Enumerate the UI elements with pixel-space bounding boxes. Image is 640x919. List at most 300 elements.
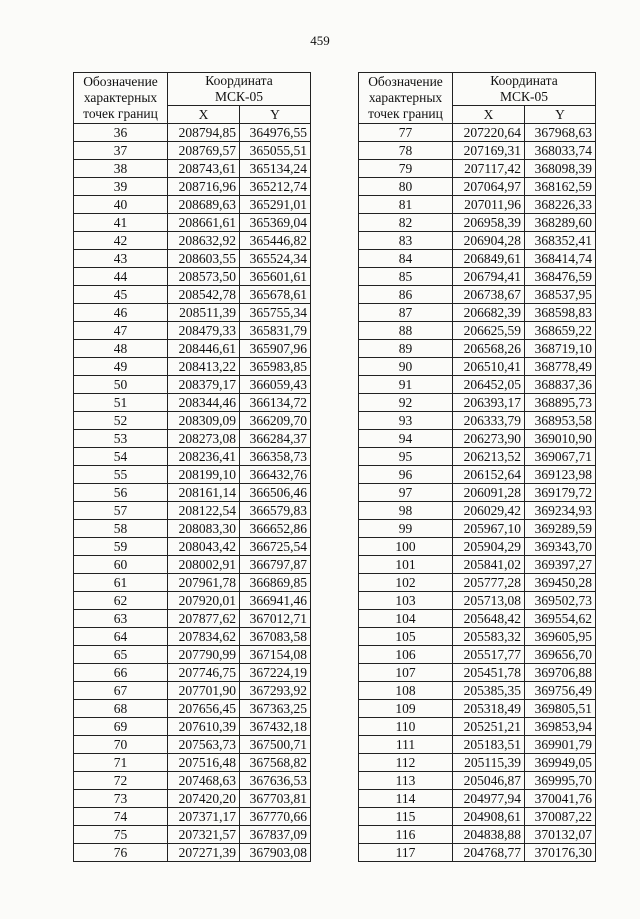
point-number-cell: 39 <box>74 178 168 196</box>
table-row <box>74 430 311 448</box>
x-coordinate-cell: 207961,78 <box>168 574 240 592</box>
point-number-cell: 85 <box>359 268 453 286</box>
point-number-cell: 36 <box>74 124 168 142</box>
x-coordinate-cell: 207011,96 <box>453 196 525 214</box>
y-coordinate-cell: 370087,22 <box>525 808 596 826</box>
designation-header <box>74 73 168 124</box>
x-coordinate-cell: 207790,99 <box>168 646 240 664</box>
table-row <box>359 574 596 592</box>
x-coordinate-cell: 206273,90 <box>453 430 525 448</box>
point-number-cell: 45 <box>74 286 168 304</box>
point-number-cell: 86 <box>359 286 453 304</box>
y-coordinate-cell: 369289,59 <box>525 520 596 538</box>
y-coordinate-cell: 366941,46 <box>240 592 311 610</box>
table-row <box>74 772 311 790</box>
coordinates-header-line: МСК-05 <box>500 89 549 104</box>
point-number-cell: 83 <box>359 232 453 250</box>
y-coordinate-cell: 367837,09 <box>240 826 311 844</box>
coordinates-header-line: Координата <box>205 73 273 88</box>
point-number-cell: 71 <box>74 754 168 772</box>
table-row <box>74 700 311 718</box>
x-coordinate-cell: 208199,10 <box>168 466 240 484</box>
table-row <box>74 574 311 592</box>
x-coordinate-cell: 204768,77 <box>453 844 525 862</box>
y-coordinate-cell: 367636,53 <box>240 772 311 790</box>
table-row <box>359 538 596 556</box>
table-row <box>359 430 596 448</box>
y-coordinate-cell: 369853,94 <box>525 718 596 736</box>
x-coordinate-cell: 206568,26 <box>453 340 525 358</box>
point-number-cell: 48 <box>74 340 168 358</box>
point-number-cell: 93 <box>359 412 453 430</box>
y-coordinate-cell: 369179,72 <box>525 484 596 502</box>
point-number-cell: 66 <box>74 664 168 682</box>
designation-header-line: Обозначение <box>368 74 443 89</box>
table-row <box>74 538 311 556</box>
table-row <box>74 466 311 484</box>
y-coordinate-cell: 369756,49 <box>525 682 596 700</box>
point-number-cell: 80 <box>359 178 453 196</box>
point-number-cell: 84 <box>359 250 453 268</box>
y-coordinate-cell: 365907,96 <box>240 340 311 358</box>
y-coordinate-cell: 367770,66 <box>240 808 311 826</box>
table-row <box>359 610 596 628</box>
point-number-cell: 116 <box>359 826 453 844</box>
y-coordinate-cell: 367363,25 <box>240 700 311 718</box>
y-coordinate-cell: 367568,82 <box>240 754 311 772</box>
y-coordinate-cell: 367012,71 <box>240 610 311 628</box>
x-coordinate-cell: 207563,73 <box>168 736 240 754</box>
y-header: Y <box>525 106 596 124</box>
y-coordinate-cell: 367083,58 <box>240 628 311 646</box>
x-coordinate-cell: 207701,90 <box>168 682 240 700</box>
y-coordinate-cell: 370132,07 <box>525 826 596 844</box>
point-number-cell: 47 <box>74 322 168 340</box>
x-coordinate-cell: 207117,42 <box>453 160 525 178</box>
point-number-cell: 107 <box>359 664 453 682</box>
point-number-cell: 102 <box>359 574 453 592</box>
x-coordinate-cell: 205251,21 <box>453 718 525 736</box>
table-row <box>359 754 596 772</box>
x-coordinate-cell: 207656,45 <box>168 700 240 718</box>
x-coordinate-cell: 208743,61 <box>168 160 240 178</box>
table-row <box>359 448 596 466</box>
y-coordinate-cell: 368352,41 <box>525 232 596 250</box>
table-row <box>359 340 596 358</box>
table-row <box>359 358 596 376</box>
point-number-cell: 50 <box>74 376 168 394</box>
designation-header-line: точек границ <box>368 106 443 121</box>
x-coordinate-cell: 204838,88 <box>453 826 525 844</box>
table-row <box>359 790 596 808</box>
x-coordinate-cell: 206213,52 <box>453 448 525 466</box>
point-number-cell: 77 <box>359 124 453 142</box>
point-number-cell: 70 <box>74 736 168 754</box>
designation-header-line: точек границ <box>83 106 158 121</box>
x-coordinate-cell: 207746,75 <box>168 664 240 682</box>
coordinates-header <box>453 73 596 106</box>
page-number: 459 <box>310 33 330 48</box>
y-coordinate-cell: 369397,27 <box>525 556 596 574</box>
point-number-cell: 74 <box>74 808 168 826</box>
table-row <box>359 484 596 502</box>
y-coordinate-cell: 366284,37 <box>240 430 311 448</box>
y-coordinate-cell: 366358,73 <box>240 448 311 466</box>
y-coordinate-cell: 366652,86 <box>240 520 311 538</box>
y-coordinate-cell: 369234,93 <box>525 502 596 520</box>
point-number-cell: 97 <box>359 484 453 502</box>
x-coordinate-cell: 208083,30 <box>168 520 240 538</box>
y-coordinate-cell: 367293,92 <box>240 682 311 700</box>
y-coordinate-cell: 365678,61 <box>240 286 311 304</box>
point-number-cell: 52 <box>74 412 168 430</box>
point-number-cell: 113 <box>359 772 453 790</box>
point-number-cell: 43 <box>74 250 168 268</box>
x-coordinate-cell: 206738,67 <box>453 286 525 304</box>
x-header: X <box>453 106 525 124</box>
x-coordinate-cell: 206091,28 <box>453 484 525 502</box>
y-coordinate-cell: 364976,55 <box>240 124 311 142</box>
x-coordinate-cell: 205115,39 <box>453 754 525 772</box>
y-coordinate-cell: 369343,70 <box>525 538 596 556</box>
point-number-cell: 49 <box>74 358 168 376</box>
point-number-cell: 68 <box>74 700 168 718</box>
table-row <box>359 232 596 250</box>
table-row <box>74 718 311 736</box>
table-row <box>74 754 311 772</box>
point-number-cell: 69 <box>74 718 168 736</box>
y-coordinate-cell: 365055,51 <box>240 142 311 160</box>
table-body-right <box>359 124 596 862</box>
x-coordinate-cell: 208344,46 <box>168 394 240 412</box>
point-number-cell: 72 <box>74 772 168 790</box>
y-coordinate-cell: 370176,30 <box>525 844 596 862</box>
y-coordinate-cell: 366725,54 <box>240 538 311 556</box>
table-row <box>359 178 596 196</box>
point-number-cell: 95 <box>359 448 453 466</box>
x-coordinate-cell: 208542,78 <box>168 286 240 304</box>
x-coordinate-cell: 205648,42 <box>453 610 525 628</box>
y-coordinate-cell: 369067,71 <box>525 448 596 466</box>
y-coordinate-cell: 369502,73 <box>525 592 596 610</box>
x-coordinate-cell: 207834,62 <box>168 628 240 646</box>
point-number-cell: 89 <box>359 340 453 358</box>
table-row <box>359 376 596 394</box>
x-coordinate-cell: 208479,33 <box>168 322 240 340</box>
point-number-cell: 92 <box>359 394 453 412</box>
y-coordinate-cell: 366797,87 <box>240 556 311 574</box>
table-row <box>359 646 596 664</box>
y-coordinate-cell: 369949,05 <box>525 754 596 772</box>
table-row <box>359 124 596 142</box>
point-number-cell: 61 <box>74 574 168 592</box>
y-coordinate-cell: 369805,51 <box>525 700 596 718</box>
y-coordinate-cell: 367432,18 <box>240 718 311 736</box>
table-row <box>74 160 311 178</box>
table-row <box>74 646 311 664</box>
table-row <box>74 412 311 430</box>
y-coordinate-cell: 365601,61 <box>240 268 311 286</box>
x-coordinate-cell: 205967,10 <box>453 520 525 538</box>
point-number-cell: 117 <box>359 844 453 862</box>
table-row <box>359 412 596 430</box>
designation-header <box>359 73 453 124</box>
x-coordinate-cell: 207169,31 <box>453 142 525 160</box>
y-coordinate-cell: 369706,88 <box>525 664 596 682</box>
table-row <box>359 592 596 610</box>
point-number-cell: 101 <box>359 556 453 574</box>
point-number-cell: 87 <box>359 304 453 322</box>
point-number-cell: 100 <box>359 538 453 556</box>
table-row <box>359 844 596 862</box>
table-row <box>359 286 596 304</box>
point-number-cell: 59 <box>74 538 168 556</box>
table-row <box>359 628 596 646</box>
table-row <box>74 826 311 844</box>
point-number-cell: 91 <box>359 376 453 394</box>
table-row <box>74 592 311 610</box>
table-row <box>74 556 311 574</box>
x-coordinate-cell: 208716,96 <box>168 178 240 196</box>
point-number-cell: 60 <box>74 556 168 574</box>
y-coordinate-cell: 368226,33 <box>525 196 596 214</box>
x-coordinate-cell: 208122,54 <box>168 502 240 520</box>
x-coordinate-cell: 207220,64 <box>453 124 525 142</box>
point-number-cell: 78 <box>359 142 453 160</box>
y-coordinate-cell: 365446,82 <box>240 232 311 250</box>
x-coordinate-cell: 208632,92 <box>168 232 240 250</box>
point-number-cell: 37 <box>74 142 168 160</box>
x-coordinate-cell: 206958,39 <box>453 214 525 232</box>
y-coordinate-cell: 368289,60 <box>525 214 596 232</box>
table-row <box>74 340 311 358</box>
table-row <box>74 250 311 268</box>
x-coordinate-cell: 206625,59 <box>453 322 525 340</box>
x-coordinate-cell: 205046,87 <box>453 772 525 790</box>
x-coordinate-cell: 208446,61 <box>168 340 240 358</box>
table-row <box>359 664 596 682</box>
y-coordinate-cell: 368953,58 <box>525 412 596 430</box>
point-number-cell: 46 <box>74 304 168 322</box>
x-coordinate-cell: 205904,29 <box>453 538 525 556</box>
x-coordinate-cell: 208043,42 <box>168 538 240 556</box>
point-number-cell: 63 <box>74 610 168 628</box>
point-number-cell: 105 <box>359 628 453 646</box>
x-coordinate-cell: 205583,32 <box>453 628 525 646</box>
table-row <box>74 808 311 826</box>
x-coordinate-cell: 208689,63 <box>168 196 240 214</box>
y-coordinate-cell: 366506,46 <box>240 484 311 502</box>
designation-header-line: характерных <box>368 90 443 105</box>
y-coordinate-cell: 367500,71 <box>240 736 311 754</box>
y-coordinate-cell: 369554,62 <box>525 610 596 628</box>
x-coordinate-cell: 205385,35 <box>453 682 525 700</box>
x-coordinate-cell: 206452,05 <box>453 376 525 394</box>
x-coordinate-cell: 206029,42 <box>453 502 525 520</box>
x-coordinate-cell: 206849,61 <box>453 250 525 268</box>
table-row <box>359 808 596 826</box>
table-row <box>359 160 596 178</box>
x-coordinate-cell: 208413,22 <box>168 358 240 376</box>
point-number-cell: 56 <box>74 484 168 502</box>
y-coordinate-cell: 365212,74 <box>240 178 311 196</box>
table-row <box>74 286 311 304</box>
table-row <box>74 376 311 394</box>
table-row <box>359 718 596 736</box>
point-number-cell: 82 <box>359 214 453 232</box>
table-row <box>74 142 311 160</box>
x-coordinate-cell: 207321,57 <box>168 826 240 844</box>
y-coordinate-cell: 366059,43 <box>240 376 311 394</box>
x-coordinate-cell: 204908,61 <box>453 808 525 826</box>
table-row <box>359 250 596 268</box>
point-number-cell: 106 <box>359 646 453 664</box>
x-coordinate-cell: 207920,01 <box>168 592 240 610</box>
point-number-cell: 99 <box>359 520 453 538</box>
y-coordinate-cell: 366579,83 <box>240 502 311 520</box>
point-number-cell: 90 <box>359 358 453 376</box>
coordinates-header-line: Координата <box>490 73 558 88</box>
table-row <box>359 322 596 340</box>
x-coordinate-cell: 205713,08 <box>453 592 525 610</box>
y-coordinate-cell: 369605,95 <box>525 628 596 646</box>
y-coordinate-cell: 366432,76 <box>240 466 311 484</box>
point-number-cell: 64 <box>74 628 168 646</box>
y-coordinate-cell: 367224,19 <box>240 664 311 682</box>
table-row <box>74 790 311 808</box>
y-coordinate-cell: 368162,59 <box>525 178 596 196</box>
x-coordinate-cell: 208379,17 <box>168 376 240 394</box>
point-number-cell: 40 <box>74 196 168 214</box>
x-coordinate-cell: 208511,39 <box>168 304 240 322</box>
table-row <box>74 196 311 214</box>
y-coordinate-cell: 365524,34 <box>240 250 311 268</box>
table-row <box>359 826 596 844</box>
point-number-cell: 38 <box>74 160 168 178</box>
point-number-cell: 58 <box>74 520 168 538</box>
x-coordinate-cell: 208161,14 <box>168 484 240 502</box>
table-row <box>359 556 596 574</box>
table-row <box>359 682 596 700</box>
y-coordinate-cell: 368778,49 <box>525 358 596 376</box>
y-coordinate-cell: 369123,98 <box>525 466 596 484</box>
table-row <box>359 700 596 718</box>
table-row <box>74 394 311 412</box>
y-coordinate-cell: 368659,22 <box>525 322 596 340</box>
y-coordinate-cell: 365831,79 <box>240 322 311 340</box>
x-coordinate-cell: 206393,17 <box>453 394 525 412</box>
x-coordinate-cell: 206904,28 <box>453 232 525 250</box>
table-row <box>74 214 311 232</box>
y-coordinate-cell: 368837,36 <box>525 376 596 394</box>
table-row <box>74 448 311 466</box>
point-number-cell: 98 <box>359 502 453 520</box>
x-coordinate-cell: 208769,57 <box>168 142 240 160</box>
x-coordinate-cell: 207271,39 <box>168 844 240 862</box>
y-coordinate-cell: 366209,70 <box>240 412 311 430</box>
point-number-cell: 76 <box>74 844 168 862</box>
table-row <box>359 268 596 286</box>
table-row <box>74 520 311 538</box>
x-coordinate-cell: 207610,39 <box>168 718 240 736</box>
point-number-cell: 51 <box>74 394 168 412</box>
table-row <box>74 610 311 628</box>
x-coordinate-cell: 204977,94 <box>453 790 525 808</box>
table-row <box>74 844 311 862</box>
point-number-cell: 110 <box>359 718 453 736</box>
y-coordinate-cell: 365755,34 <box>240 304 311 322</box>
point-number-cell: 75 <box>74 826 168 844</box>
y-coordinate-cell: 368414,74 <box>525 250 596 268</box>
point-number-cell: 65 <box>74 646 168 664</box>
x-coordinate-cell: 207516,48 <box>168 754 240 772</box>
point-number-cell: 55 <box>74 466 168 484</box>
x-header: X <box>168 106 240 124</box>
x-coordinate-cell: 208273,08 <box>168 430 240 448</box>
table-row <box>74 124 311 142</box>
table-row <box>74 322 311 340</box>
y-coordinate-cell: 365291,01 <box>240 196 311 214</box>
table-row <box>74 232 311 250</box>
x-coordinate-cell: 206794,41 <box>453 268 525 286</box>
point-number-cell: 81 <box>359 196 453 214</box>
y-coordinate-cell: 368476,59 <box>525 268 596 286</box>
x-coordinate-cell: 205451,78 <box>453 664 525 682</box>
point-number-cell: 114 <box>359 790 453 808</box>
point-number-cell: 96 <box>359 466 453 484</box>
y-coordinate-cell: 368537,95 <box>525 286 596 304</box>
y-coordinate-cell: 368033,74 <box>525 142 596 160</box>
point-number-cell: 44 <box>74 268 168 286</box>
table-row <box>74 736 311 754</box>
coordinates-table-left <box>73 72 311 862</box>
point-number-cell: 79 <box>359 160 453 178</box>
table-row <box>74 268 311 286</box>
point-number-cell: 109 <box>359 700 453 718</box>
x-coordinate-cell: 208236,41 <box>168 448 240 466</box>
table-row <box>359 772 596 790</box>
designation-header-line: Обозначение <box>83 74 158 89</box>
y-coordinate-cell: 368719,10 <box>525 340 596 358</box>
point-number-cell: 112 <box>359 754 453 772</box>
y-coordinate-cell: 369995,70 <box>525 772 596 790</box>
table-row <box>74 358 311 376</box>
x-coordinate-cell: 207877,62 <box>168 610 240 628</box>
point-number-cell: 54 <box>74 448 168 466</box>
point-number-cell: 104 <box>359 610 453 628</box>
x-coordinate-cell: 208309,09 <box>168 412 240 430</box>
y-coordinate-cell: 366869,85 <box>240 574 311 592</box>
y-coordinate-cell: 368895,73 <box>525 394 596 412</box>
x-coordinate-cell: 206682,39 <box>453 304 525 322</box>
point-number-cell: 115 <box>359 808 453 826</box>
x-coordinate-cell: 208794,85 <box>168 124 240 142</box>
x-coordinate-cell: 207420,20 <box>168 790 240 808</box>
coordinates-header <box>168 73 311 106</box>
table-row <box>359 466 596 484</box>
table-row <box>74 664 311 682</box>
y-header: Y <box>240 106 311 124</box>
coordinates-table-right <box>358 72 596 862</box>
y-coordinate-cell: 369010,90 <box>525 430 596 448</box>
point-number-cell: 42 <box>74 232 168 250</box>
table-row <box>359 520 596 538</box>
x-coordinate-cell: 205517,77 <box>453 646 525 664</box>
x-coordinate-cell: 205183,51 <box>453 736 525 754</box>
x-coordinate-cell: 207064,97 <box>453 178 525 196</box>
x-coordinate-cell: 206510,41 <box>453 358 525 376</box>
table-row <box>359 304 596 322</box>
